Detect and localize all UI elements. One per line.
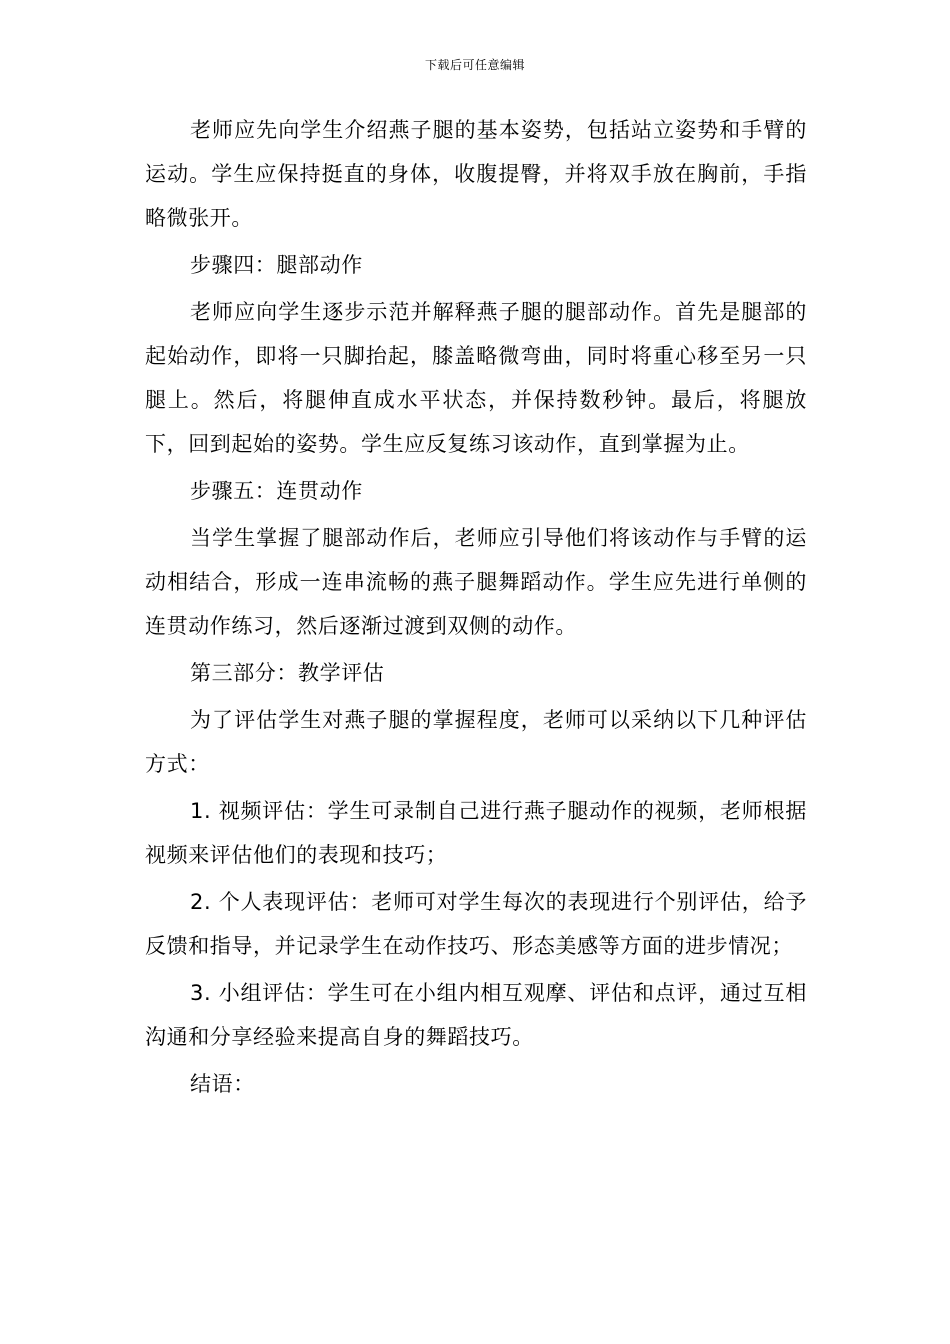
paragraph-evaluation-intro: 为了评估学生对燕子腿的掌握程度，老师可以采纳以下几种评估方式： bbox=[145, 708, 807, 776]
paragraph-continuous-movement: 当学生掌握了腿部动作后，老师应引导他们将该动作与手臂的运动相结合，形成一连串流畅的燕子腿舞蹈动作。学生应先进行单侧的连贯动作练习，然后逐渐过渡到双侧的动作。 bbox=[145, 526, 807, 638]
page-header: 下载后可任意编辑 bbox=[424, 58, 525, 72]
list-item-individual-evaluation: 2. 个人表现评估：老师可对学生每次的表现进行个别评估，给予反馈和指导，并记录学生在动作技巧、形态美感等方面的进步情况； bbox=[145, 890, 807, 958]
document-body bbox=[145, 108, 807, 1106]
heading-step-four: 步骤四：腿部动作 bbox=[190, 253, 363, 277]
heading-step-five: 步骤五：连贯动作 bbox=[190, 479, 363, 503]
heading-part-three: 第三部分：教学评估 bbox=[190, 661, 385, 685]
list-item-video-evaluation: 1. 视频评估：学生可录制自己进行燕子腿动作的视频，老师根据视频来评估他们的表现和技巧； bbox=[145, 799, 807, 867]
paragraph-leg-movement: 老师应向学生逐步示范并解释燕子腿的腿部动作。首先是腿部的起始动作，即将一只脚抬起，膝盖略微弯曲，同时将重心移至另一只腿上。然后，将腿伸直成水平状态，并保持数秒钟。最后，将腿放下，回到起始的姿势。学生应反复练习该动作，直到掌握为止。 bbox=[145, 300, 807, 456]
paragraph-basic-posture: 老师应先向学生介绍燕子腿的基本姿势，包括站立姿势和手臂的运动。学生应保持挺直的身体，收腹提臀，并将双手放在胸前，手指略微张开。 bbox=[145, 118, 807, 230]
list-item-group-evaluation: 3. 小组评估：学生可在小组内相互观摩、评估和点评，通过互相沟通和分享经验来提高自身的舞蹈技巧。 bbox=[145, 981, 807, 1049]
heading-conclusion: 结语： bbox=[190, 1072, 255, 1096]
